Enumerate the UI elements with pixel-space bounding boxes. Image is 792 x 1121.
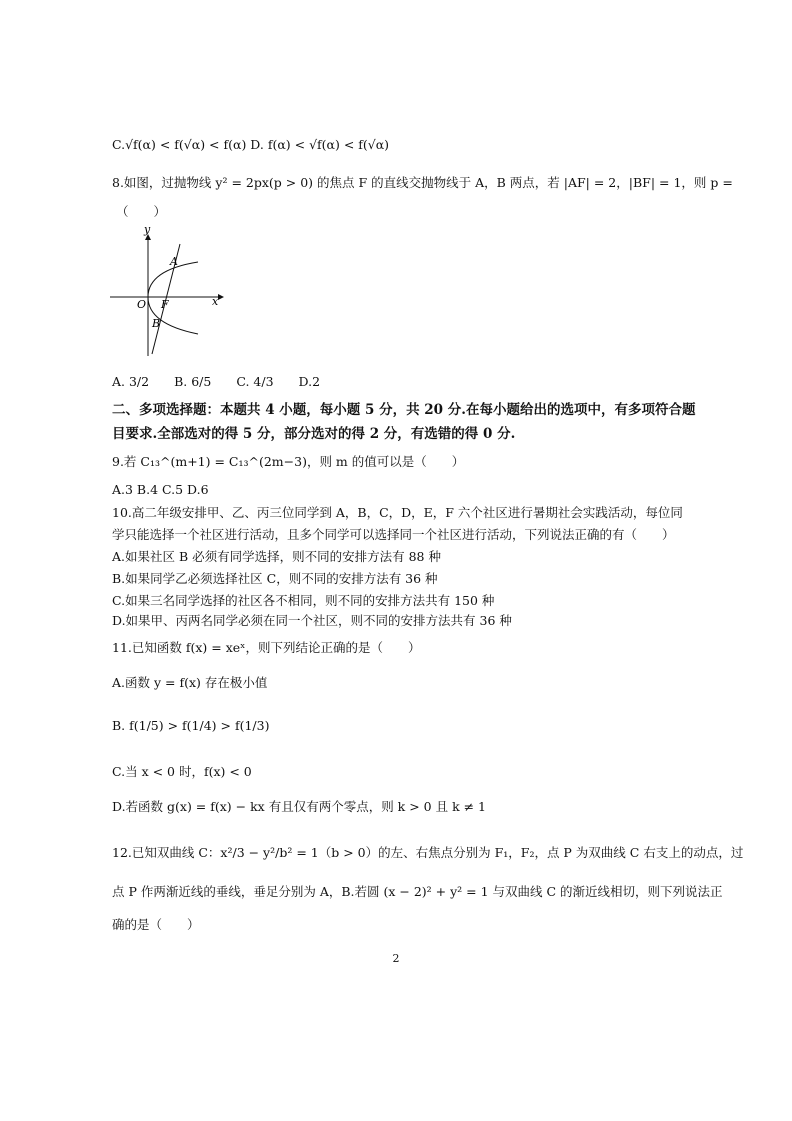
q12-stem-line1: 12.已知双曲线 C：x²/3 − y²/b² = 1（b > 0）的左、右焦点分别为 F₁，F₂，点 P 为双曲线 C 右支上的动点，过 bbox=[112, 845, 744, 860]
q12-stem-line2: 点 P 作两渐近线的垂线，垂足分别为 A，B.若圆 (x − 2)² + y² = 1 与双曲线 C 的渐近线相切，则下列说法正 bbox=[112, 884, 723, 899]
q10-option-b: B.如果同学乙必须选择社区 C，则不同的安排方法有 36 种 bbox=[112, 571, 438, 586]
q11-option-a: A.函数 y = f(x) 存在极小值 bbox=[112, 675, 268, 690]
point-a-label: A bbox=[170, 255, 178, 268]
q7-choices-line: C.√f(α) < f(√α) < f(α) D. f(α) < √f(α) < f(√α) bbox=[112, 137, 390, 152]
focus-label: F bbox=[161, 298, 169, 311]
q10-stem-line2: 学只能选择一个社区进行活动，且多个同学可以选择同一个社区进行活动，下列说法正确的有（ ） bbox=[112, 527, 675, 542]
section2-heading-line1: 二、多项选择题：本题共 4 小题，每小题 5 分，共 20 分.在每小题给出的选项中，有多项符合题 bbox=[112, 402, 696, 418]
q10-option-d: D.如果甲、丙两名同学必须在同一个社区，则不同的安排方法共有 36 种 bbox=[112, 613, 512, 628]
point-b-label: B bbox=[152, 317, 161, 330]
x-axis-arrow bbox=[218, 294, 224, 300]
q11-option-c: C.当 x < 0 时，f(x) < 0 bbox=[112, 764, 252, 779]
q11-option-d: D.若函数 g(x) = f(x) − kx 有且仅有两个零点，则 k > 0 且 k ≠ 1 bbox=[112, 799, 487, 814]
q9-stem: 9.若 C₁₃^(m+1) = C₁₃^(2m−3)，则 m 的值可以是（ ） bbox=[112, 454, 465, 469]
q9-choices: A.3 B.4 C.5 D.6 bbox=[112, 482, 209, 497]
y-axis-label: y bbox=[144, 223, 151, 236]
page-number: 2 bbox=[392, 952, 400, 965]
parabola-figure bbox=[108, 222, 228, 358]
q11-stem: 11.已知函数 f(x) = xeˣ，则下列结论正确的是（ ） bbox=[112, 640, 421, 655]
x-axis-label: x bbox=[212, 295, 219, 308]
q8-choices: A. 3/2 B. 6/5 C. 4/3 D.2 bbox=[112, 374, 321, 389]
section2-heading-line2: 目要求.全部选对的得 5 分，部分选对的得 2 分，有选错的得 0 分. bbox=[112, 426, 516, 442]
q8-answer-paren: （ ） bbox=[116, 204, 167, 219]
q10-stem-line1: 10.高二年级安排甲、乙、丙三位同学到 A，B，C，D，E，F 六个社区进行暑期社会实践活动，每位同 bbox=[112, 505, 683, 520]
q8-stem: 8.如图，过抛物线 y² = 2px(p > 0) 的焦点 F 的直线交抛物线于 A，B 两点，若 |AF| = 2，|BF| = 1，则 p = bbox=[112, 175, 733, 190]
q10-option-c: C.如果三名同学选择的社区各不相同，则不同的安排方法共有 150 种 bbox=[112, 593, 495, 608]
q12-stem-line3: 确的是（ ） bbox=[112, 917, 200, 932]
q11-option-b: B. f(1/5) > f(1/4) > f(1/3) bbox=[112, 718, 270, 733]
origin-label: O bbox=[137, 298, 147, 311]
q10-option-a: A.如果社区 B 必须有同学选择，则不同的安排方法有 88 种 bbox=[112, 549, 441, 564]
